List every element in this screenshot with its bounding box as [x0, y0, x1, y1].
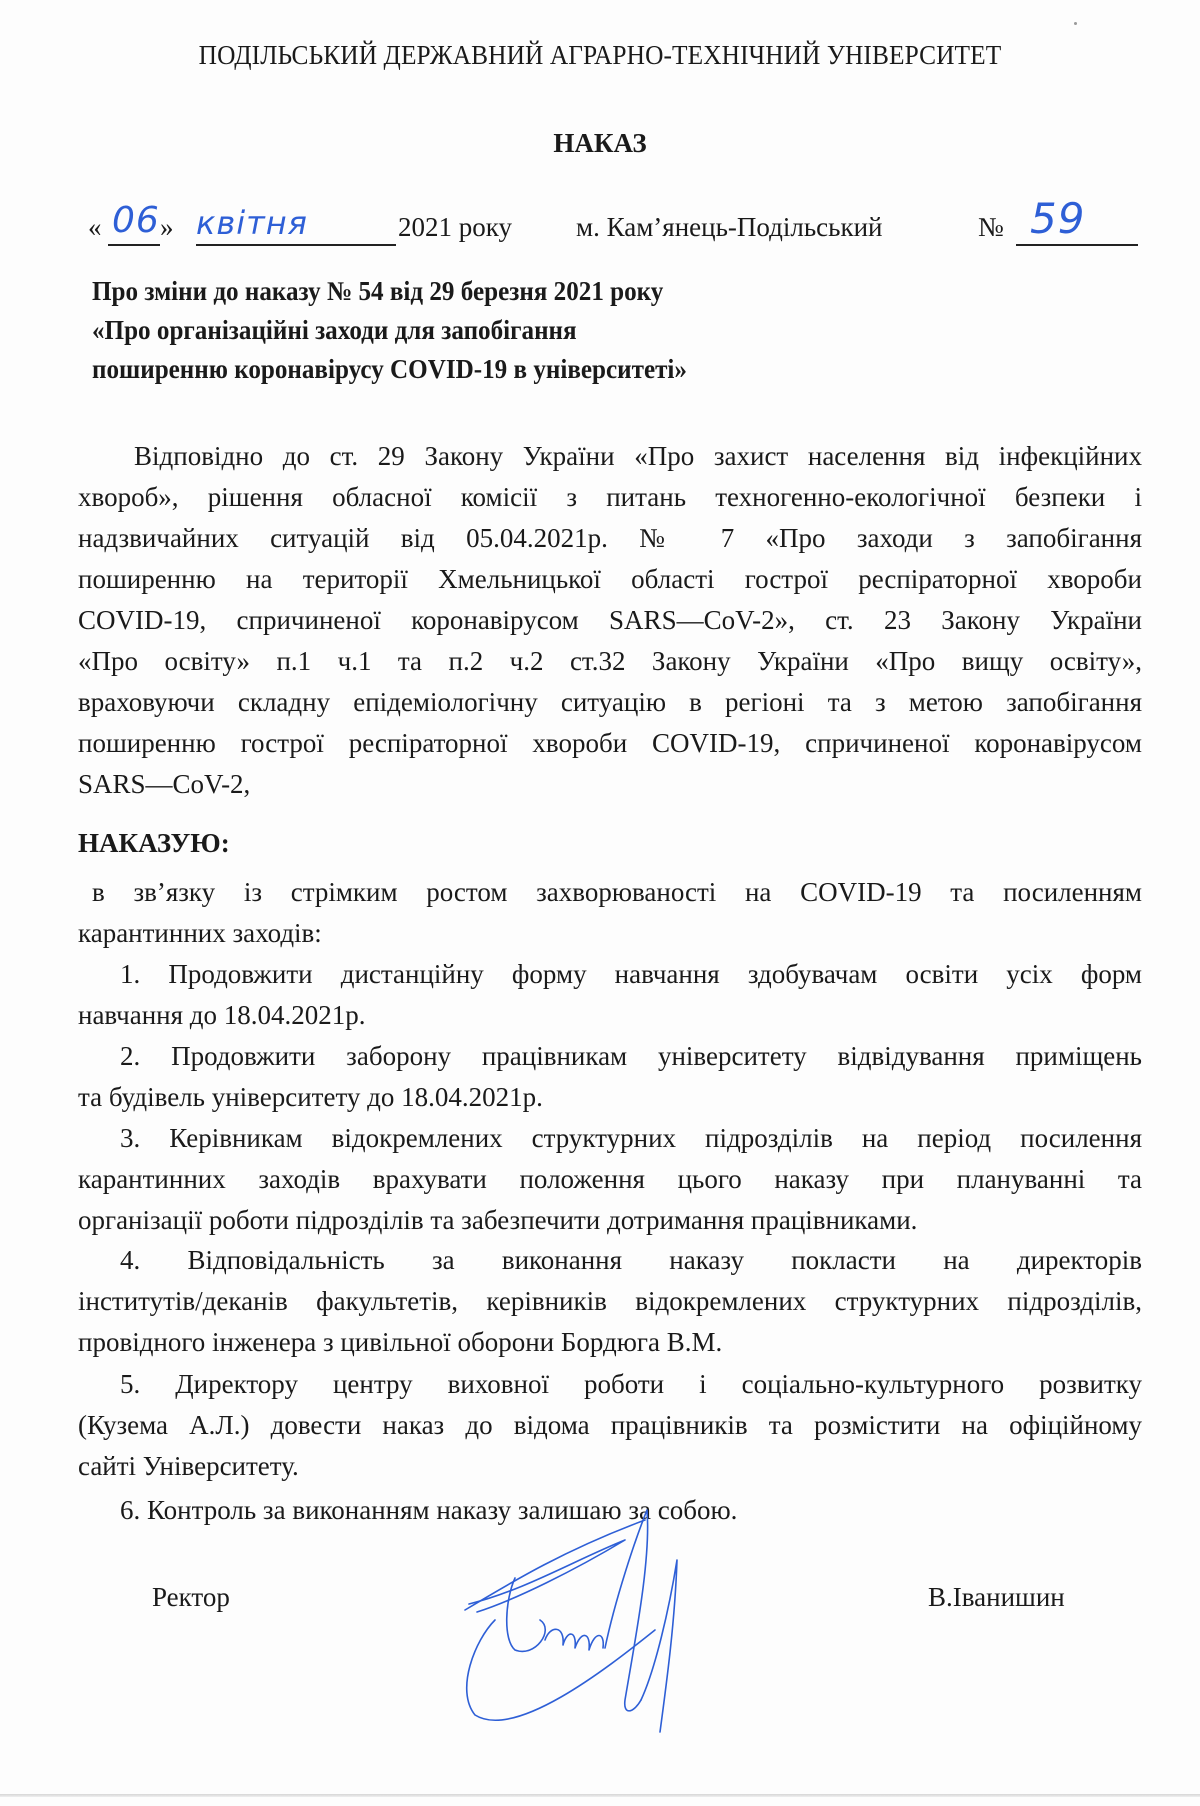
- handwritten-month: квітня: [196, 204, 308, 242]
- date-line: [0, 194, 1200, 250]
- order-item-2: [78, 1036, 1142, 1118]
- signature-stroke: [545, 1629, 603, 1650]
- item-line: 2. Продовжити заборону працівникам університету відвідування приміщень: [120, 1041, 1142, 1071]
- preamble-line: «Про освіту» п.1 ч.1 та п.2 ч.2 ст.32 Закону України «Про вищу освіту»,: [78, 646, 1142, 676]
- subject-line: «Про організаційні заходи для запобігання: [92, 315, 577, 345]
- signature-stroke: [467, 1620, 655, 1720]
- year-text: 2021 року: [398, 212, 512, 242]
- item-line: організації роботи підрозділів та забезпечити дотримання працівниками.: [78, 1205, 918, 1235]
- item-line: інститутів/деканів факультетів, керівників відокремлених структурних підрозділів,: [78, 1286, 1142, 1316]
- order-item-5: [78, 1364, 1142, 1487]
- item-line: провідного інженера з цивільної оборони Бордюга В.М.: [78, 1327, 723, 1357]
- preamble-line: поширенню на території Хмельницької області гострої респіраторної хвороби: [78, 564, 1142, 594]
- handwritten-day: 06: [112, 200, 160, 241]
- item-line: 6. Контроль за виконанням наказу залишаю за собою.: [120, 1495, 738, 1525]
- item-line: 3. Керівникам відокремлених структурних підрозділів на період посилення: [120, 1123, 1142, 1153]
- preamble-line: COVID-19, спричиненої коронавірусом SARS—CoV-2», ст. 23 Закону України: [78, 605, 1142, 635]
- item-line: 1. Продовжити дистанційну форму навчання здобувачам освіти усіх форм: [120, 959, 1142, 989]
- university-name: ПОДІЛЬСЬКИЙ ДЕРЖАВНИЙ АГРАРНО-ТЕХНІЧНИЙ УНІВЕРСИТЕТ: [198, 40, 1002, 70]
- intro-line: в зв’язку із стрімким ростом захворюваності на COVID-19 та посиленням: [92, 877, 1142, 907]
- open-quote: «: [88, 212, 102, 242]
- preamble-line: поширенню гострої респіраторної хвороби COVID-19, спричиненої коронавірусом: [78, 728, 1142, 758]
- scan-edge: [0, 1794, 1200, 1797]
- intro-line: карантинних заходів:: [78, 918, 322, 948]
- number-underline: [1016, 244, 1138, 246]
- day-underline: [108, 244, 160, 246]
- scan-speck: [1074, 22, 1077, 25]
- item-line: та будівель університету до 18.04.2021р.: [78, 1082, 543, 1112]
- document-type: НАКАЗ: [553, 128, 647, 158]
- order-subject: [92, 272, 687, 389]
- signature-stroke: [641, 1560, 677, 1732]
- month-underline: [196, 244, 396, 246]
- order-item-3: [78, 1118, 1142, 1241]
- subject-line: поширенню коронавірусу COVID-19 в університеті»: [92, 354, 687, 384]
- order-heading: НАКАЗУЮ:: [78, 828, 230, 858]
- signatory-name: В.Іванишин: [928, 1582, 1065, 1612]
- signature-stroke: [507, 1578, 546, 1651]
- city: м. Кам’янець-Подільський: [576, 212, 883, 242]
- order-item-4: [78, 1240, 1142, 1363]
- order-item-1: [78, 954, 1142, 1036]
- preamble-line: надзвичайних ситуацій від 05.04.2021р. № 7 «Про заходи з запобігання: [78, 523, 1142, 553]
- preamble-line: Відповідно до ст. 29 Закону України «Про захист населення від інфекційних: [134, 441, 1142, 471]
- item-line: 4. Відповідальність за виконання наказу покласти на директорів: [120, 1245, 1142, 1275]
- subject-line: Про зміни до наказу № 54 від 29 березня 2021 року: [92, 276, 664, 306]
- signatory-position: Ректор: [152, 1582, 230, 1612]
- item-line: 5. Директору центру виховної роботи і соціально-культурного розвитку: [120, 1369, 1142, 1399]
- signature-stroke: [605, 1510, 648, 1711]
- item-line: сайті Університету.: [78, 1451, 299, 1481]
- item-line: карантинних заходів врахувати положення цього наказу при плануванні та: [78, 1164, 1142, 1194]
- preamble-line: хвороб», рішення обласної комісії з питань техногенно-екологічної безпеки і: [78, 482, 1142, 512]
- item-line: (Кузема А.Л.) довести наказ до відома працівників та розмістити на офіційному: [78, 1410, 1142, 1440]
- handwritten-signature: [455, 1500, 755, 1740]
- item-line: навчання до 18.04.2021р.: [78, 1000, 366, 1030]
- close-quote: »: [160, 212, 174, 242]
- preamble-line: SARS—CoV-2,: [78, 769, 251, 799]
- preamble-line: враховуючи складну епідеміологічну ситуацію в регіоні та з метою запобігання: [78, 687, 1142, 717]
- intro-paragraph: [78, 872, 1142, 954]
- number-sign: №: [978, 212, 1004, 242]
- handwritten-number: 59: [1030, 194, 1086, 243]
- preamble-paragraph: [78, 436, 1142, 805]
- signature-stroke: [469, 1540, 625, 1612]
